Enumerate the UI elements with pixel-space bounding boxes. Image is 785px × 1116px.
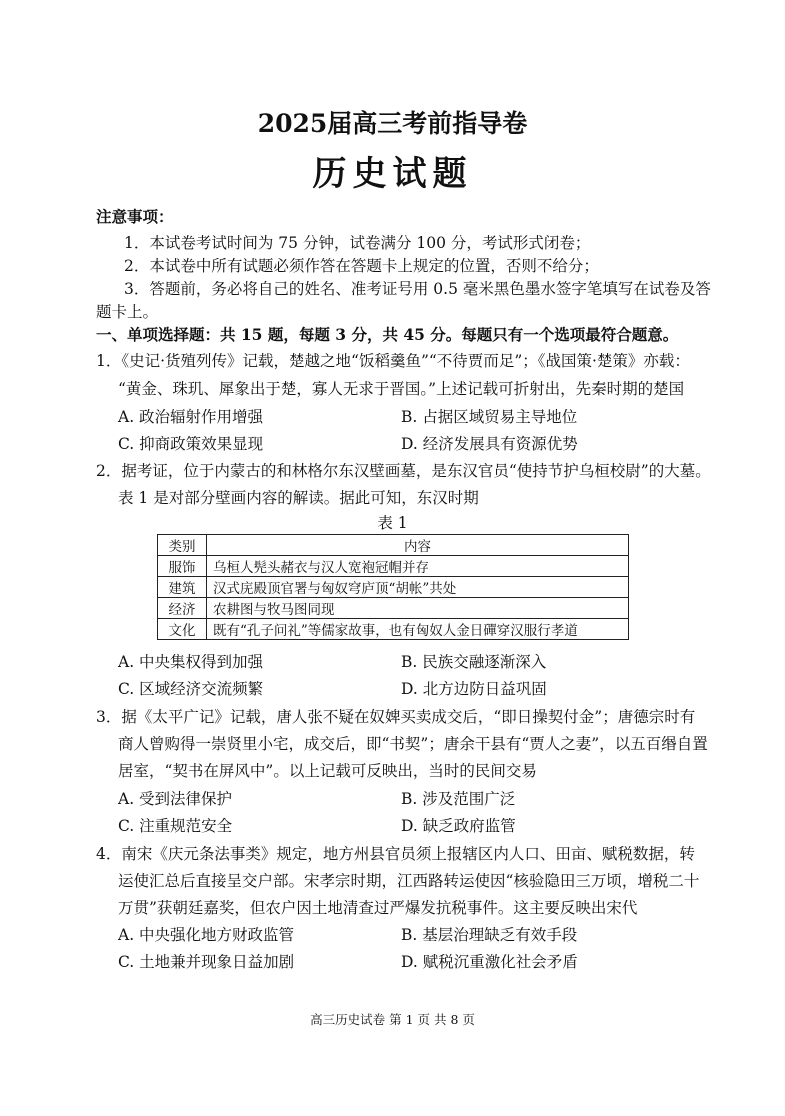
table-cell-content: 既有“孔子问礼”等儒家故事，也有匈奴人金日磾穿汉服行孝道 bbox=[207, 619, 629, 640]
option-b: B. 占据区域贸易主导地位 bbox=[401, 408, 578, 426]
option-a: A. 受到法律保护 bbox=[118, 790, 233, 808]
question-4-line: 运使汇总后直接呈交户部。宋孝宗时期，江西路转运使因“核验隐田三万顷，增税二十 bbox=[118, 872, 700, 890]
notice-item: 2．本试卷中所有试题必须作答在答题卡上规定的位置，否则不给分； bbox=[124, 257, 599, 275]
option-c: C. 区域经济交流频繁 bbox=[118, 680, 264, 698]
option-d: D. 赋税沉重激化社会矛盾 bbox=[401, 953, 578, 971]
table-header-category: 类别 bbox=[158, 535, 207, 556]
table-row bbox=[158, 619, 629, 640]
option-d: D. 北方边防日益巩固 bbox=[401, 680, 547, 698]
notice-item: 3．答题前，务必将自己的姓名、准考证号用 0.5 毫米黑色墨水签字笔填写在试卷及答 bbox=[124, 280, 711, 298]
question-3-line: 3．据《太平广记》记载，唐人张不疑在奴婢买卖成交后，“即日操契付金”；唐德宗时有 bbox=[96, 708, 696, 726]
question-3-line: 商人曾购得一崇贤里小宅，成交后，即“书契”；唐余干县有“贾人之妻”，以五百缗自置 bbox=[118, 735, 708, 753]
page-footer: 高三历史试卷 第 1 页 共 8 页 bbox=[310, 1012, 475, 1027]
exam-title: 2025届高三考前指导卷 bbox=[257, 109, 528, 138]
table-cell-category: 文化 bbox=[158, 619, 207, 640]
question-3-line: 居室，“契书在屏风中”。以上记载可反映出，当时的民间交易 bbox=[118, 762, 537, 780]
option-d: D. 缺乏政府监管 bbox=[401, 817, 516, 835]
question-1-line: “黄金、珠玑、犀象出于楚，寡人无求于晋国。”上述记载可折射出，先秦时期的楚国 bbox=[118, 380, 685, 398]
table-cell-category: 建筑 bbox=[158, 577, 207, 598]
table-row bbox=[158, 598, 629, 619]
table-header-content: 内容 bbox=[207, 535, 629, 556]
section-heading: 一、单项选择题：共 15 题，每题 3 分，共 45 分。每题只有一个选项最符合题意。 bbox=[96, 325, 679, 344]
option-b: B. 涉及范围广泛 bbox=[401, 790, 516, 808]
table-row bbox=[158, 577, 629, 598]
table-cell-content: 汉式庑殿顶官署与匈奴穹庐顶“胡帐”共处 bbox=[207, 577, 629, 598]
table-cell-category: 经济 bbox=[158, 598, 207, 619]
question-2-line: 2．据考证，位于内蒙古的和林格尔东汉壁画墓，是东汉官员“使持节护乌桓校尉”的大墓。 bbox=[96, 462, 711, 480]
option-d: D. 经济发展具有资源优势 bbox=[401, 435, 578, 453]
option-a: A. 政治辐射作用增强 bbox=[118, 408, 264, 426]
option-a: A. 中央集权得到加强 bbox=[118, 653, 264, 671]
option-b: B. 民族交融逐渐深入 bbox=[401, 653, 547, 671]
question-2-line: 表 1 是对部分壁画内容的解读。据此可知，东汉时期 bbox=[118, 489, 479, 507]
option-a: A. 中央强化地方财政监管 bbox=[118, 926, 295, 944]
table-caption: 表 1 bbox=[377, 514, 408, 532]
question-4-line: 万贯”获朝廷嘉奖，但农户因土地清查过严爆发抗税事件。这主要反映出宋代 bbox=[118, 899, 638, 917]
option-c: C. 注重规范安全 bbox=[118, 817, 233, 835]
question-4-line: 4．南宋《庆元条法事类》规定，地方州县官员须上报辖区内人口、田亩、赋税数据，转 bbox=[96, 845, 695, 863]
table-cell-content: 农耕图与牧马图同现 bbox=[207, 598, 629, 619]
notice-heading: 注意事项： bbox=[96, 207, 174, 226]
option-c: C. 抑商政策效果显现 bbox=[118, 435, 264, 453]
question-1-line: 1．《史记·货殖列传》记载，楚越之地“饭稻羹鱼”“不待贾而足”；《战国策·楚策》亦载： bbox=[96, 352, 690, 370]
table-header-row bbox=[158, 535, 629, 556]
option-b: B. 基层治理缺乏有效手段 bbox=[401, 926, 578, 944]
table-1 bbox=[157, 534, 629, 640]
notice-item: 题卡上。 bbox=[96, 303, 159, 321]
table-row bbox=[158, 556, 629, 577]
option-c: C. 土地兼并现象日益加剧 bbox=[118, 953, 295, 971]
table-cell-content: 乌桓人髡头赭衣与汉人宽袍冠帽并存 bbox=[207, 556, 629, 577]
subject-title: 历史试题 bbox=[312, 154, 473, 194]
table-cell-category: 服饰 bbox=[158, 556, 207, 577]
notice-item: 1．本试卷考试时间为 75 分钟，试卷满分 100 分，考试形式闭卷； bbox=[124, 234, 591, 252]
